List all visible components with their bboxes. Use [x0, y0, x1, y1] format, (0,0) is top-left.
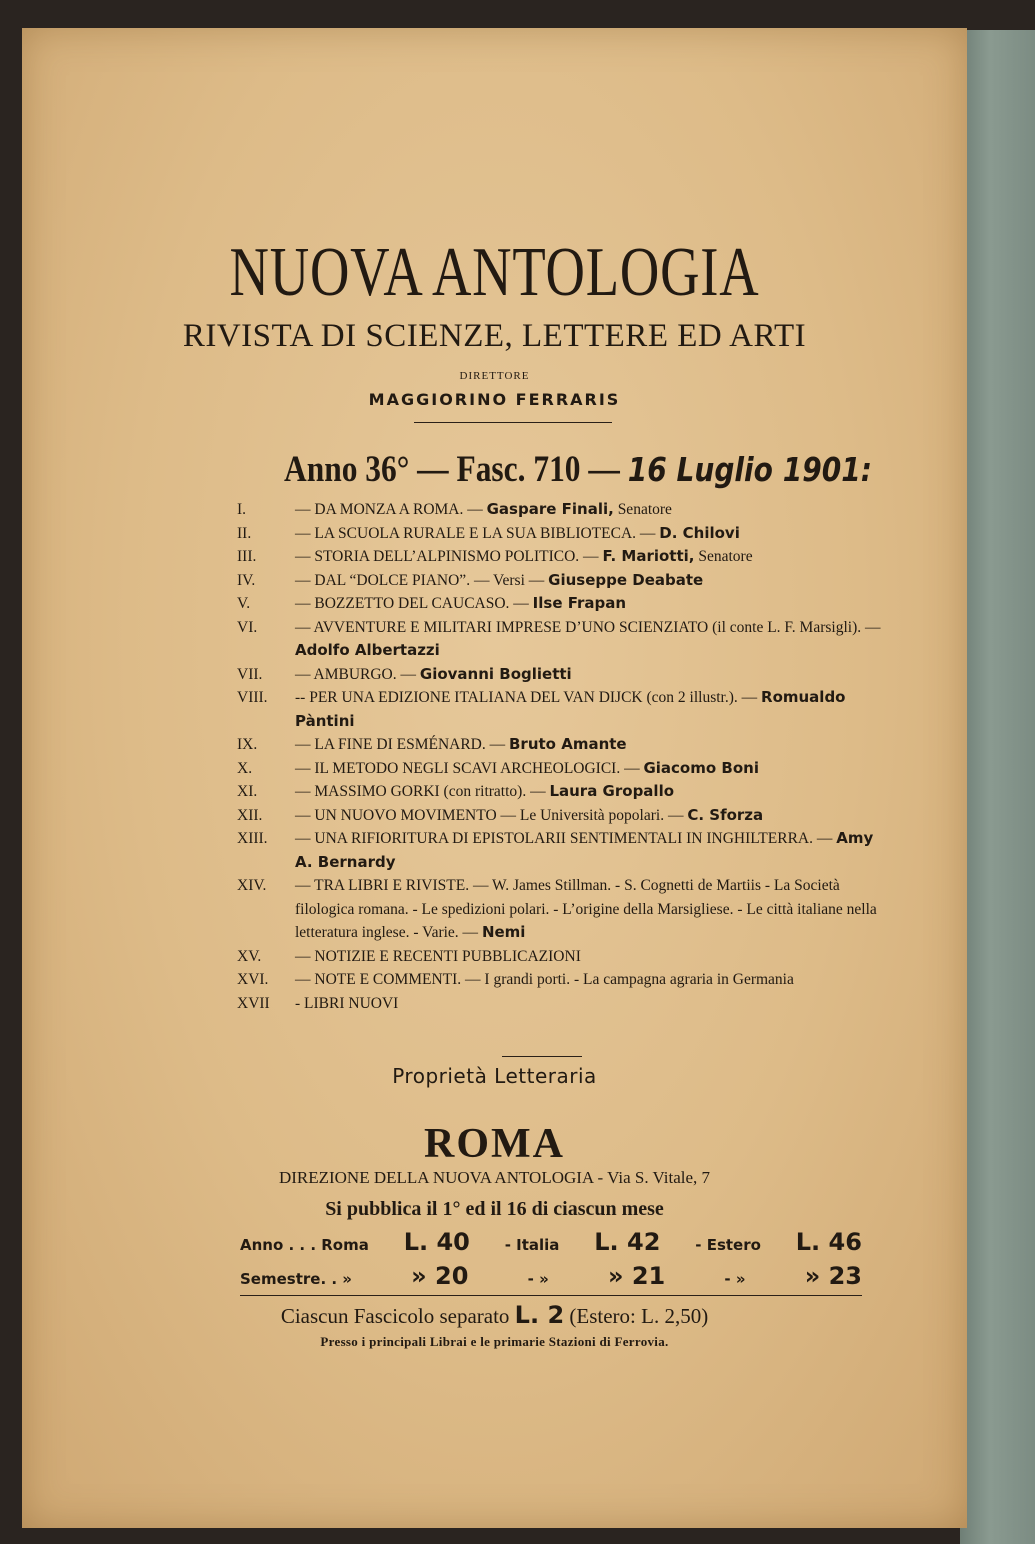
- toc-number: I.: [237, 501, 247, 518]
- toc-entry: [295, 945, 887, 969]
- toc-entry: [295, 827, 887, 874]
- toc-number: VII.: [237, 665, 263, 683]
- price-estero: L. 46: [795, 1228, 862, 1256]
- toc-entry: [295, 757, 887, 781]
- toc-number: X.: [237, 759, 253, 777]
- magazine-cover-page: [22, 28, 967, 1528]
- toc-title: — UN NUOVO MOVIMENTO — Le Università popolari. —: [295, 806, 684, 824]
- toc-entry: [295, 663, 887, 687]
- toc-divider: [502, 1056, 582, 1057]
- toc-title: — BOZZETTO DEL CAUCASO. —: [295, 595, 529, 612]
- toc-entry: [295, 780, 887, 804]
- toc-title: — TRA LIBRI E RIVISTE. — W. James Stillman. - S. Cognetti de Martiis - La Società filologica romana. - Le spedizioni polari. - L’origine della Marsigliese. - Le città italiane nella letteratura inglese. - Varie. —: [295, 877, 877, 941]
- magazine-title: NUOVA ANTOLOGIA: [229, 234, 760, 311]
- toc-item: [237, 616, 887, 663]
- toc-title: — DA MONZA A ROMA. —: [295, 501, 483, 518]
- toc-title: - LIBRI NUOVI: [295, 994, 399, 1012]
- toc-item: [237, 780, 887, 804]
- toc-item: [237, 804, 887, 828]
- toc-author-title: Senatore: [617, 501, 672, 518]
- table-of-contents: [237, 498, 887, 1015]
- toc-author: Giuseppe Deabate: [548, 570, 704, 589]
- single-issue-amount: L. 2: [514, 1301, 565, 1329]
- publication-frequency: Si pubblica il 1° ed il 16 di ciascun mese: [325, 1198, 664, 1220]
- toc-item: [237, 827, 887, 874]
- toc-number: III.: [237, 548, 257, 565]
- toc-item: [237, 498, 887, 522]
- toc-item: [237, 945, 887, 969]
- price-roma: » 20: [411, 1262, 469, 1290]
- single-issue-label: Ciascun Fascicolo separato: [280, 1304, 510, 1328]
- price-label-estero: - Estero: [695, 1236, 761, 1254]
- issue-date: 16 Luglio 1901:: [627, 450, 872, 489]
- toc-item: [237, 733, 887, 757]
- toc-title: — IL METODO NEGLI SCAVI ARCHEOLOGICI. —: [295, 759, 640, 777]
- toc-number: VI.: [237, 618, 258, 636]
- header-divider: [414, 422, 612, 423]
- toc-author: Amy A. Bernardy: [295, 829, 874, 871]
- toc-number: V.: [237, 595, 251, 612]
- toc-title: — DAL “DOLCE PIANO”. — Versi —: [295, 571, 545, 589]
- toc-entry: [295, 733, 887, 757]
- price-italia: » 21: [607, 1262, 666, 1290]
- toc-entry: [295, 522, 887, 546]
- toc-author: Gaspare Finali,: [486, 500, 614, 518]
- toc-number: XIV.: [237, 877, 267, 894]
- toc-entry: [295, 592, 887, 616]
- price-divider: [240, 1295, 862, 1296]
- toc-entry: [295, 968, 887, 992]
- toc-number: XI.: [237, 783, 258, 800]
- toc-author: F. Mariotti,: [602, 547, 695, 565]
- sales-points: Presso i principali Librai e le primarie Stazioni di Ferrovia.: [320, 1334, 669, 1349]
- toc-item: [237, 569, 887, 593]
- toc-author: Giacomo Boni: [643, 758, 759, 777]
- toc-number: XVII: [237, 994, 270, 1012]
- toc-author-title: Senatore: [698, 548, 753, 565]
- subscription-prices: [240, 1228, 862, 1296]
- price-period: Semestre. . »: [240, 1270, 352, 1288]
- toc-entry: [295, 874, 887, 945]
- toc-author: Adolfo Albertazzi: [295, 641, 440, 659]
- copyright-notice: Proprietà Letteraria: [392, 1064, 597, 1088]
- toc-number: IX.: [237, 736, 258, 753]
- toc-item: [237, 686, 887, 733]
- toc-entry: [295, 545, 887, 569]
- price-label-italia: - »: [527, 1270, 549, 1288]
- toc-number: XIII.: [237, 830, 268, 847]
- toc-author: Romualdo Pàntini: [295, 688, 846, 730]
- toc-entry: [295, 992, 887, 1016]
- price-italia: L. 42: [594, 1228, 661, 1256]
- toc-entry: [295, 498, 887, 522]
- price-roma: L. 40: [403, 1228, 470, 1256]
- toc-author: Nemi: [481, 923, 526, 941]
- toc-item: [237, 545, 887, 569]
- toc-author: Laura Gropallo: [549, 782, 675, 800]
- single-issue-price: [22, 1301, 967, 1329]
- issue-number: Anno 36° — Fasc. 710 —: [284, 449, 620, 490]
- toc-number: XII.: [237, 806, 263, 824]
- toc-title: — AVVENTURE E MILITARI IMPRESE D’UNO SCIENZIATO (il conte L. F. Marsigli). —: [295, 618, 881, 636]
- director-name: MAGGIORINO FERRARIS: [368, 390, 621, 409]
- toc-title: -- PER UNA EDIZIONE ITALIANA DEL VAN DIJCK (con 2 illustr.). —: [295, 689, 758, 706]
- toc-title: — MASSIMO GORKI (con ritratto). —: [295, 783, 546, 800]
- toc-entry: [295, 804, 887, 828]
- toc-entry: [295, 686, 887, 733]
- toc-item: [237, 522, 887, 546]
- publisher-address: DIREZIONE DELLA NUOVA ANTOLOGIA - Via S. Vitale, 7: [278, 1168, 711, 1187]
- single-issue-foreign: (Estero: L. 2,50): [569, 1304, 709, 1328]
- toc-author: Giovanni Boglietti: [419, 664, 572, 683]
- toc-number: II.: [237, 524, 252, 542]
- toc-number: VIII.: [237, 689, 268, 706]
- publication-city: ROMA: [424, 1121, 565, 1167]
- toc-title: — AMBURGO. —: [295, 665, 417, 683]
- toc-title: — STORIA DELL’ALPINISMO POLITICO. —: [295, 548, 599, 565]
- issue-line: [284, 448, 872, 491]
- toc-author: Bruto Amante: [509, 735, 627, 753]
- price-period: Anno . . . Roma: [240, 1236, 369, 1254]
- toc-item: [237, 663, 887, 687]
- toc-title: — NOTIZIE E RECENTI PUBBLICAZIONI: [295, 947, 581, 965]
- toc-title: — LA FINE DI ESMÉNARD. —: [295, 736, 506, 753]
- price-row: [240, 1262, 862, 1296]
- toc-title: — NOTE E COMMENTI. — I grandi porti. - La campagna agraria in Germania: [295, 971, 794, 988]
- toc-author: C. Sforza: [687, 805, 764, 824]
- toc-number: IV.: [237, 571, 256, 589]
- price-estero: » 23: [804, 1262, 862, 1290]
- toc-number: XV.: [237, 947, 262, 965]
- price-label-italia: - Italia: [504, 1236, 560, 1254]
- magazine-subtitle: RIVISTA DI SCIENZE, LETTERE ED ARTI: [182, 318, 807, 354]
- toc-author: D. Chilovi: [659, 523, 740, 542]
- toc-entry: [295, 616, 887, 663]
- toc-author: Ilse Frapan: [532, 594, 627, 612]
- price-label-estero: - »: [724, 1270, 746, 1288]
- price-row: [240, 1228, 862, 1262]
- toc-title: — LA SCUOLA RURALE E LA SUA BIBLIOTECA. —: [295, 524, 656, 542]
- toc-number: XVI.: [237, 971, 269, 988]
- toc-item: [237, 968, 887, 992]
- director-label: DIRETTORE: [459, 370, 530, 382]
- toc-item: [237, 592, 887, 616]
- toc-entry: [295, 569, 887, 593]
- toc-item: [237, 757, 887, 781]
- toc-title: — UNA RIFIORITURA DI EPISTOLARII SENTIMENTALI IN INGHILTERRA. —: [295, 830, 833, 847]
- adjacent-cover-edge: [960, 30, 1035, 1544]
- toc-item: [237, 992, 887, 1016]
- toc-item: [237, 874, 887, 945]
